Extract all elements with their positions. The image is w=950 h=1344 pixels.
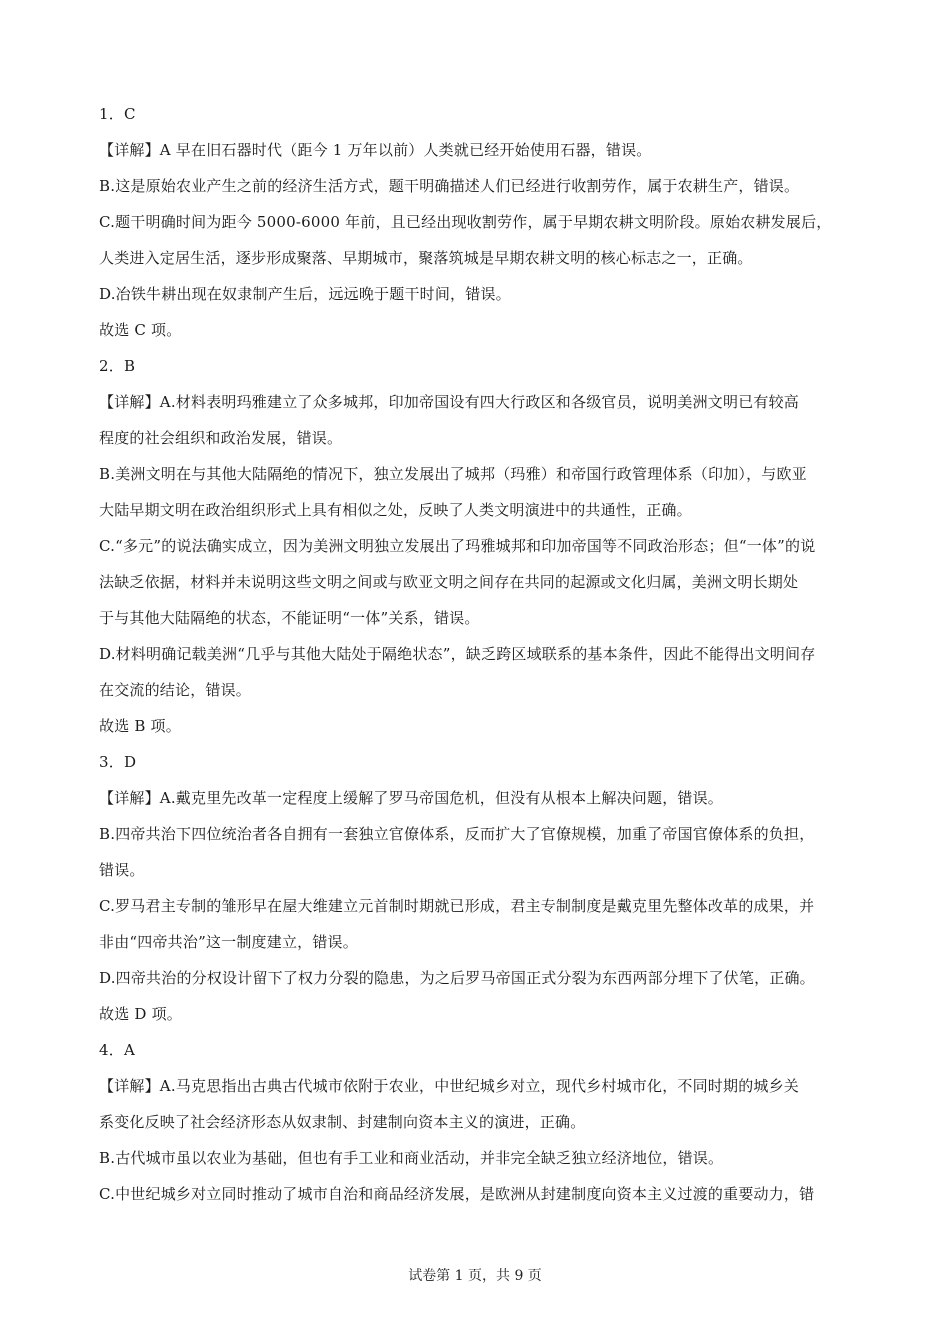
text-line: 故选 D 项。 (99, 1005, 182, 1023)
text-line: B.四帝共治下四位统治者各自拥有一套独立官僚体系，反而扩大了官僚规模，加重了帝国官僚体系的负担， (99, 825, 815, 843)
text-line: B.古代城市虽以农业为基础，但也有手工业和商业活动，并非完全缺乏独立经济地位，错误。 (99, 1149, 724, 1167)
text-line: C.题干明确时间为距今 5000-6000 年前，且已经出现收割劳作，属于早期农耕文明阶段。原始农耕发展后， (99, 213, 832, 231)
text-line: 在交流的结论，错误。 (99, 681, 252, 699)
text-line: 2．B (99, 357, 136, 375)
text-line: 故选 C 项。 (99, 321, 182, 339)
text-line: 4．A (99, 1041, 135, 1059)
answer-text-body (99, 96, 859, 1212)
text-line: 【详解】A.戴克里先改革一定程度上缓解了罗马帝国危机，但没有从根本上解决问题，错误。 (99, 789, 724, 807)
text-line: D.冶铁牛耕出现在奴隶制产生后，远远晚于题干时间，错误。 (99, 285, 511, 303)
text-line: C.罗马君主专制的雏形早在屋大维建立元首制时期就已形成，君主专制制度是戴克里先整体改革的成果，并 (99, 897, 815, 915)
text-line: 3．D (99, 753, 137, 771)
text-line: 故选 B 项。 (99, 717, 181, 735)
text-line: 于与其他大陆隔绝的状态，不能证明“一体”关系，错误。 (99, 609, 480, 627)
text-line: 人类进入定居生活，逐步形成聚落、早期城市，聚落筑城是早期农耕文明的核心标志之一，正确。 (99, 249, 753, 267)
text-line: 程度的社会组织和政治发展，错误。 (99, 429, 343, 447)
text-line: C.“多元”的说法确实成立，因为美洲文明独立发展出了玛雅城邦和印加帝国等不同政治形态；但“一体”的说 (99, 537, 816, 555)
text-line: 法缺乏依据，材料并未说明这些文明之间或与欧亚文明之间存在共同的起源或文化归属，美洲文明长期处 (99, 573, 799, 591)
text-line: 错误。 (99, 861, 145, 879)
text-line: 非由“四帝共治”这一制度建立，错误。 (99, 933, 358, 951)
text-line: C.中世纪城乡对立同时推动了城市自治和商品经济发展，是欧洲从封建制度向资本主义过渡的重要动力，错 (99, 1185, 815, 1203)
text-line: 1．C (99, 105, 136, 123)
text-line: 【详解】A.材料表明玛雅建立了众多城邦，印加帝国设有四大行政区和各级官员，说明美洲文明已有较高 (99, 393, 800, 411)
text-line: B.美洲文明在与其他大陆隔绝的情况下，独立发展出了城邦（玛雅）和帝国行政管理体系（印加），与欧亚 (99, 465, 807, 483)
text-line: D.四帝共治的分权设计留下了权力分裂的隐患，为之后罗马帝国正式分裂为东西两部分埋下了伏笔，正确。 (99, 969, 815, 987)
text-line: 大陆早期文明在政治组织形式上具有相似之处，反映了人类文明演进中的共通性，正确。 (99, 501, 692, 519)
page-footer: 试卷第 1 页，共 9 页 (408, 1268, 542, 1284)
text-line: 【详解】A.马克思指出古典古代城市依附于农业，中世纪城乡对立，现代乡村城市化，不同时期的城乡关 (99, 1077, 800, 1095)
text-line: B.这是原始农业产生之前的经济生活方式，题干明确描述人们已经进行收割劳作，属于农耕生产，错误。 (99, 177, 800, 195)
text-line: D.材料明确记载美洲“几乎与其他大陆处于隔绝状态”，缺乏跨区域联系的基本条件，因此不能得出文明间存 (99, 645, 816, 663)
text-line: 【详解】A 早在旧石器时代（距今 1 万年以前）人类就已经开始使用石器，错误。 (99, 141, 652, 159)
text-line: 系变化反映了社会经济形态从奴隶制、封建制向资本主义的演进，正确。 (99, 1113, 586, 1131)
